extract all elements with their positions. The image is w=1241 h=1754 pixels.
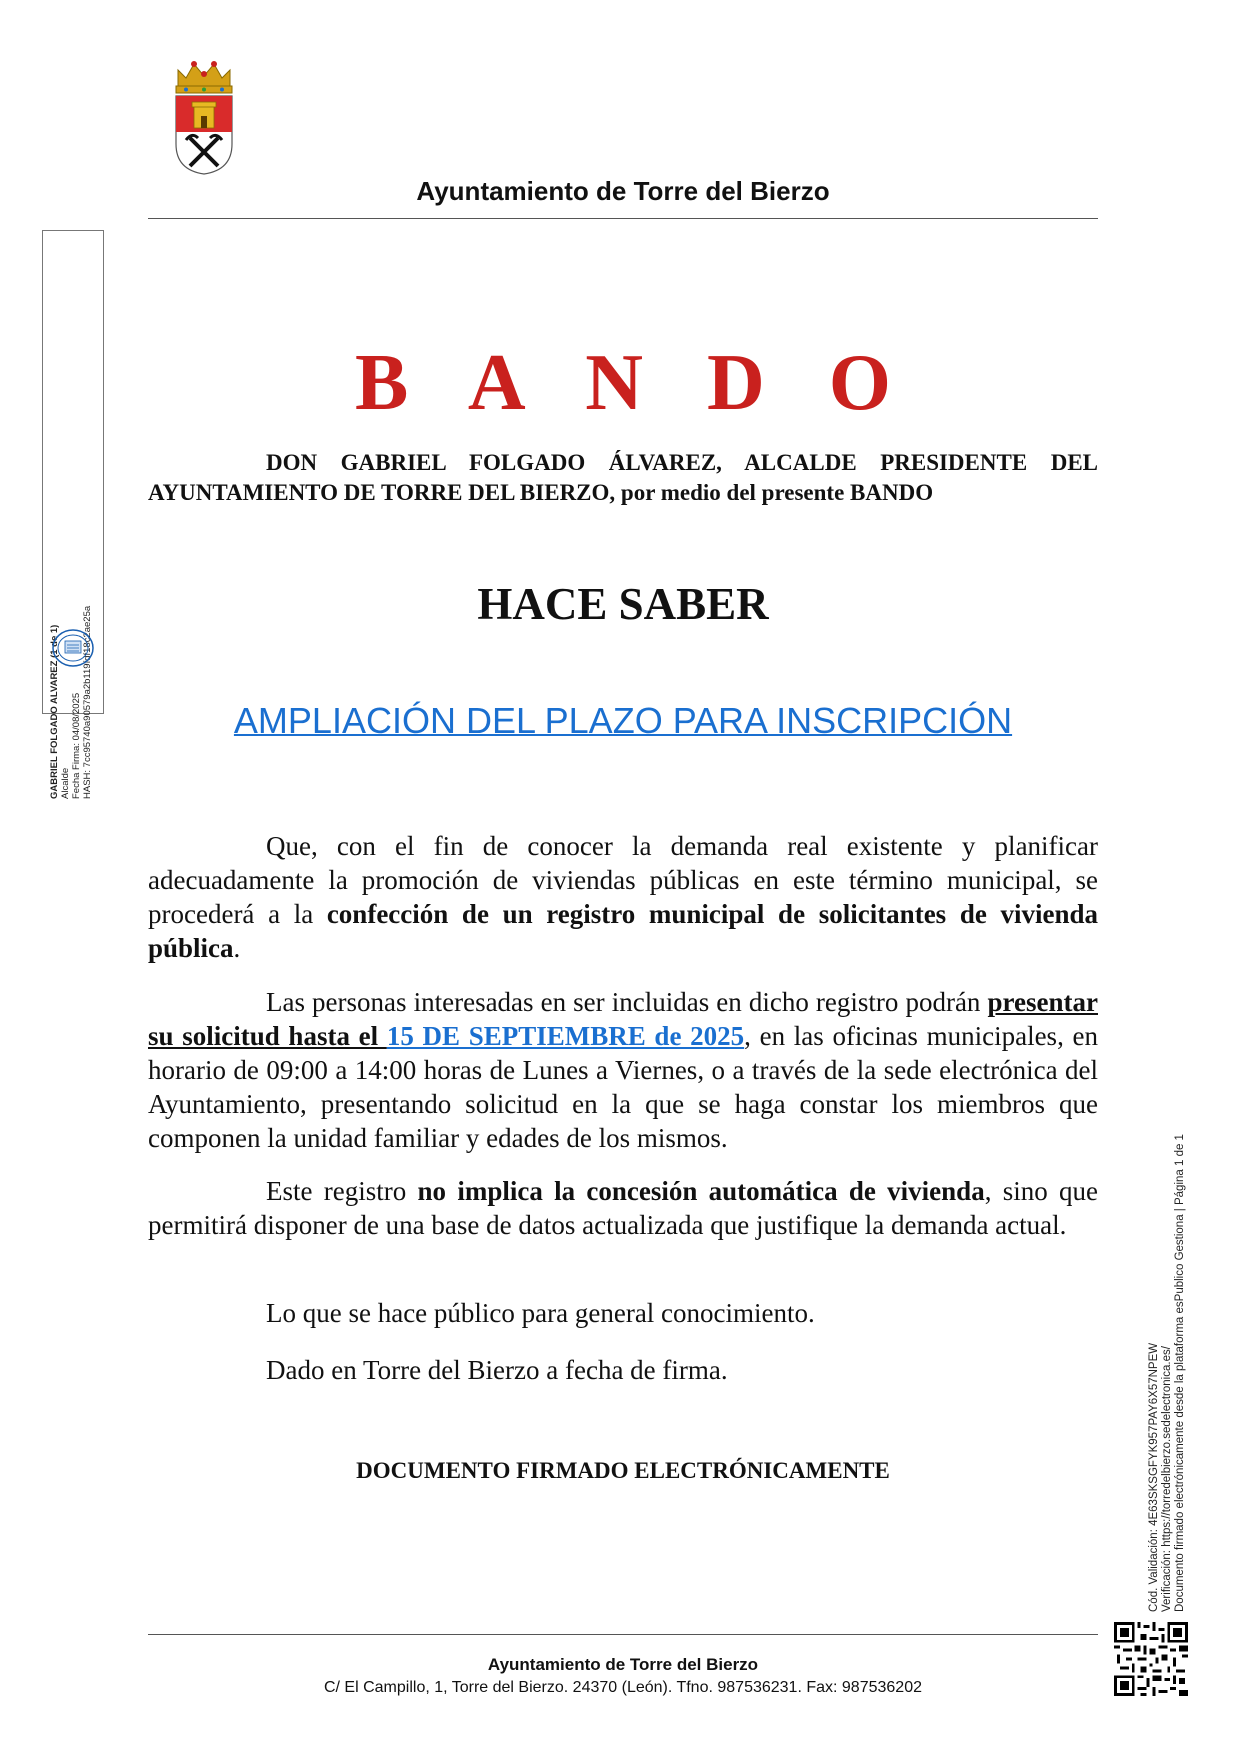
paragraph-1-end: .	[233, 933, 241, 963]
paragraph-3-text: Este registro	[266, 1176, 418, 1206]
paragraph-1-text: Que, con el fin de conocer la demanda real existente y planificar adecuadamente la promoción de viviendas públicas en este término municipal, se procederá a la	[148, 831, 1098, 929]
paragraph-2-emphasis: presentar su solicitud hasta el	[148, 987, 1098, 1051]
intro-statement: DON GABRIEL FOLGADO ÁLVAREZ, ALCALDE PRESIDENTE DEL AYUNTAMIENTO DE TORRE DEL BIERZO, por medio del presente BANDO	[148, 450, 1098, 505]
signer-name: GABRIEL FOLGADO ALVAREZ (1 de 1)	[49, 624, 60, 799]
deadline-date: 15 DE SEPTIEMBRE de 2025	[386, 1021, 745, 1051]
footer-divider	[148, 1634, 1098, 1635]
signature-hash: HASH: 7cc95740a90579a2b119fdf18c2ae25a	[82, 605, 93, 799]
signature-text	[49, 539, 93, 799]
paragraph-3-emphasis: no implica la concesión automática de vivienda	[417, 1176, 985, 1206]
signed-notice: DOCUMENTO FIRMADO ELECTRÓNICAMENTE	[356, 1458, 890, 1483]
signature-stamp	[42, 230, 104, 799]
verification-text	[1148, 1092, 1187, 1612]
paragraph-2-end: , en las oficinas municipales, en horario de 09:00 a 14:00 horas de Lunes a Viernes, o a través de la sede electrónica del Ayuntamiento, presentando solicitud en la que se haga constar los miembros que componen la unidad familiar y edades de los mismos.	[148, 1021, 1098, 1153]
hace-saber-heading: HACE SABER	[477, 579, 769, 629]
verification-url: Verificación: https://torredelbierzo.sedelectronica.es/	[1161, 1346, 1173, 1612]
municipal-seal-icon	[51, 627, 95, 669]
signer-role: Alcalde	[60, 767, 71, 799]
paragraph-1	[148, 829, 1098, 965]
paragraph-2-text: Las personas interesadas en ser incluidas en dicho registro podrán	[266, 987, 988, 1017]
coat-of-arms-icon	[172, 58, 236, 176]
paragraph-3	[148, 1174, 1098, 1242]
paragraph-2	[148, 985, 1098, 1155]
footer-address: C/ El Campillo, 1, Torre del Bierzo. 24370 (León). Tfno. 987536231. Fax: 987536202	[323, 1679, 922, 1696]
footer-name: Ayuntamiento de Torre del Bierzo	[487, 1655, 759, 1674]
qr-code-icon	[1114, 1622, 1188, 1696]
platform-notice: Documento firmado electrónicamente desde la plataforma esPublico Gestiona | Página 1 de 1	[1174, 1134, 1186, 1612]
paragraph-4: Lo que se hace público para general conocimiento.	[266, 1298, 815, 1328]
signature-date: Fecha Firma: 04/08/2025	[71, 692, 82, 799]
paragraph-5: Dado en Torre del Bierzo a fecha de firma.	[266, 1355, 728, 1385]
validation-code: Cód. Validación: 4E63SKSGFYK957PAY6X57NPEW	[1148, 1342, 1160, 1612]
document-title: B A N D O	[354, 339, 914, 427]
header-title: Ayuntamiento de Torre del Bierzo	[416, 176, 830, 206]
paragraph-1-emphasis: confección de un registro municipal de solicitantes de vivienda pública	[148, 899, 1098, 963]
header-divider	[148, 218, 1098, 219]
paragraph-3-end: , sino que permitirá disponer de una base de datos actualizada que justifique la demanda actual.	[148, 1176, 1099, 1240]
subject-heading: AMPLIACIÓN DEL PLAZO PARA INSCRIPCIÓN	[233, 700, 1013, 741]
